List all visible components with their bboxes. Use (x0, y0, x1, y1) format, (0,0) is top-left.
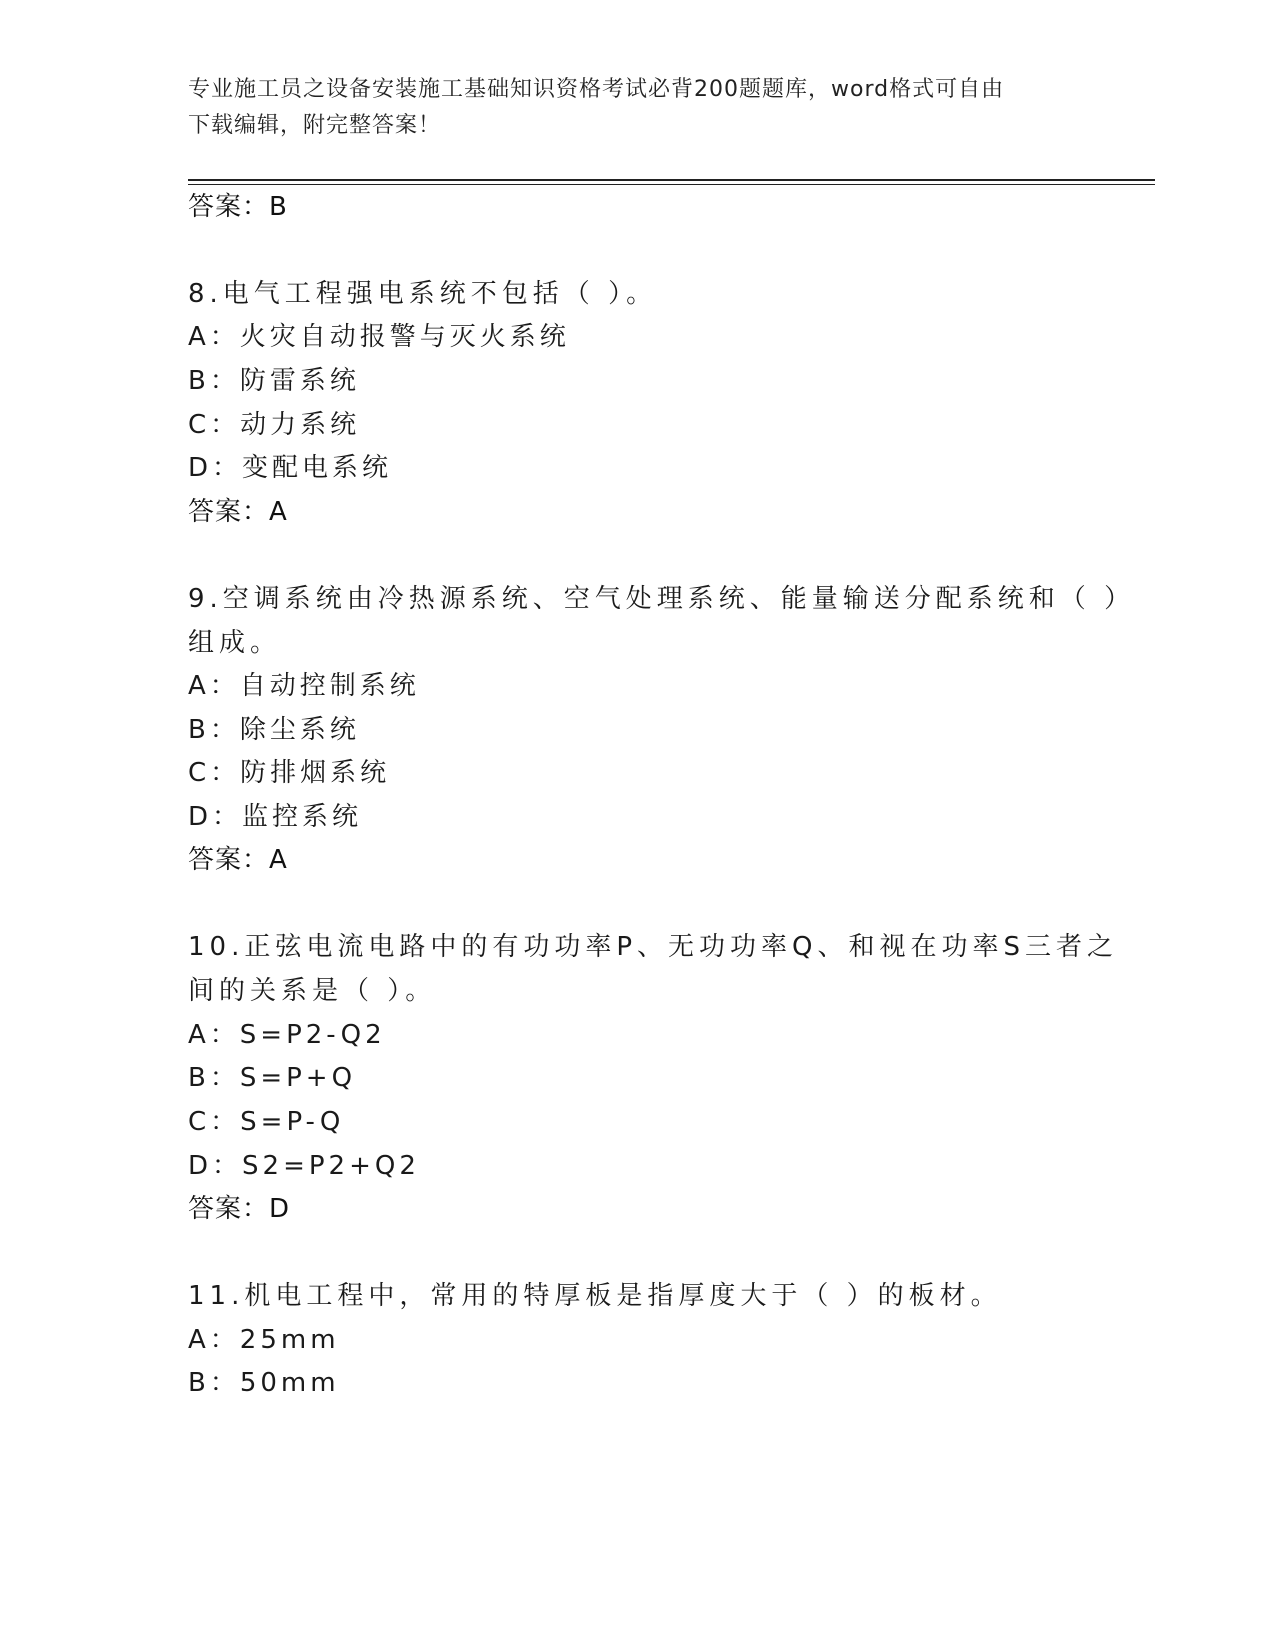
option-c: C：动力系统 (188, 410, 361, 440)
answer-label: 答案：A (188, 845, 288, 875)
header-divider-thin (188, 184, 1155, 185)
option-a: A：S=P2-Q2 (188, 1020, 386, 1050)
option-a: A：自动控制系统 (188, 671, 420, 701)
option-d: D：S2=P2+Q2 (188, 1151, 420, 1181)
document-header (188, 72, 1068, 144)
header-divider (188, 179, 1155, 181)
answer-label: 答案：D (188, 1194, 291, 1224)
option-a: A：25mm (188, 1325, 340, 1355)
answer-label: 答案：B (188, 192, 288, 222)
question-stem: 10.正弦电流电路中的有功功率P、无功功率Q、和视在功率S三者之 (188, 932, 1118, 962)
question-stem-continued: 组成。 (188, 628, 282, 658)
option-b: B：除尘系统 (188, 715, 360, 745)
option-c: C：S=P-Q (188, 1107, 345, 1137)
option-d: D：变配电系统 (188, 453, 393, 483)
question-stem-continued: 间的关系是（ ）。 (188, 976, 437, 1006)
option-b: B：S=P+Q (188, 1063, 357, 1093)
question-stem: 11.机电工程中，常用的特厚板是指厚度大于（ ）的板材。 (188, 1281, 1002, 1311)
option-c: C：防排烟系统 (188, 758, 391, 788)
option-b: B：50mm (188, 1368, 340, 1398)
option-a: A：火灾自动报警与灭火系统 (188, 322, 570, 352)
question-stem: 9.空调系统由冷热源系统、空气处理系统、能量输送分配系统和（ ） (188, 584, 1136, 614)
option-d: D：监控系统 (188, 802, 363, 832)
question-stem: 8.电气工程强电系统不包括（ ）。 (188, 279, 658, 309)
header-line-1: 专业施工员之设备安装施工基础知识资格考试必背200题题库，word格式可自由 (188, 77, 1005, 102)
header-line-2: 下载编辑，附完整答案！ (188, 113, 442, 138)
answer-label: 答案：A (188, 497, 288, 527)
option-b: B：防雷系统 (188, 366, 360, 396)
